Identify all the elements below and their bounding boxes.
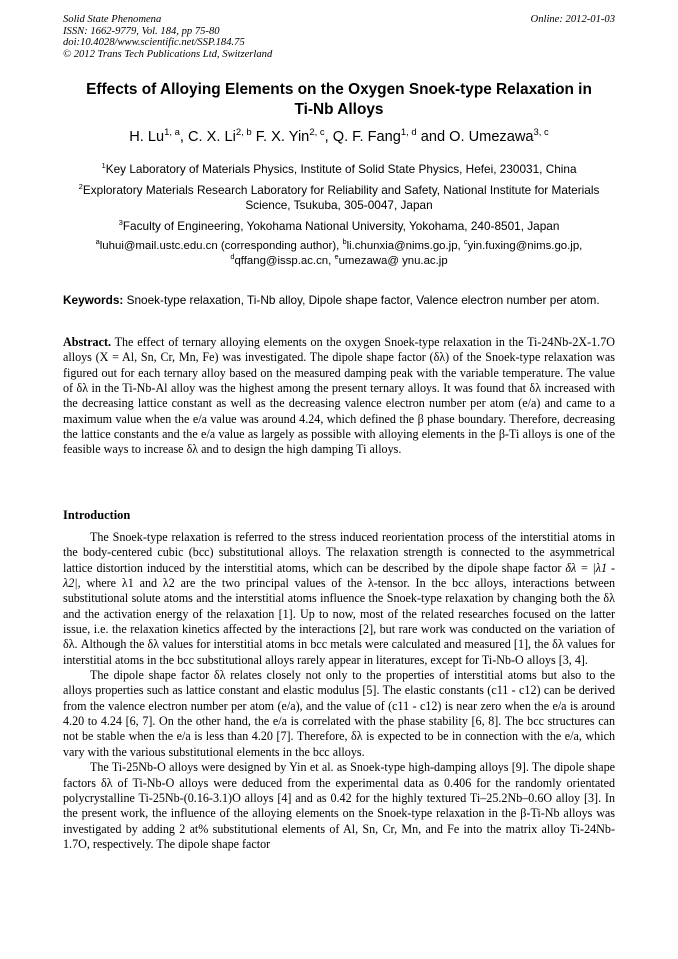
email-sup: a	[95, 237, 100, 247]
author-sup: 1, d	[400, 127, 417, 139]
abstract	[63, 335, 615, 458]
author-sup: 2, c	[309, 127, 325, 139]
section-heading-introduction: Introduction	[63, 508, 131, 522]
paper-title	[63, 80, 615, 120]
email-sup: c	[463, 237, 468, 247]
affiliation-text: Key Laboratory of Materials Physics, Institute of Solid State Physics, Hefei, 230031, China	[105, 162, 577, 176]
keywords	[63, 292, 615, 308]
affiliation-num: 2	[78, 182, 83, 192]
author-separator: and	[416, 129, 450, 145]
email-text: li.chunxia@nims.go.jp,	[346, 240, 464, 252]
affiliation-2	[63, 183, 615, 213]
paragraph-2: The dipole shape factor δλ relates closely not only to the properties of interstitial atoms but also to the alloys properties such as lattice constant and elastic modulus [5]. The elastic constants (c11 - c12) can be derived from the valence electron number per atom (e/a), and the value of (c11 - c12) is near zero when the e/a is around 4.20 to 4.24 [6, 7]. On the other hand, the e/a is correlated with the phase stability [6, 8]. The bcc structures can not be stable when the e/a is less than 4.20 [7]. Therefore, δλ is expected to be in connection with the e/a, which vary with the various substitutional elements in the bcc alloys.	[63, 668, 615, 759]
journal-name: Solid State Phenomena	[63, 14, 162, 25]
paragraph-3: The Ti-25Nb-O alloys were designed by Yin et al. as Snoek-type high-damping alloys [9]. The dipole shape factors δλ of Ti-Nb-O alloys were deduced from the experimental data as 0.406 for the randomly orientated polycrystalline Ti-25Nb-(0.16-3.1)O alloys [4] and as 0.42 for the highly textured Ti–25.2Nb–0.6O alloy [3]. In the present work, the influence of the alloying elements on the Snoek-type relaxation in the β-Ti-Nb alloys was investigated by adding 2 at% substitutional elements of Al, Sn, Cr, Mn, and Fe into the matrix alloy Ti-24Nb-1.7O, respectively. The dipole shape factor	[63, 760, 615, 851]
author-name: F. X. Yin	[255, 129, 310, 145]
doi-line: doi:10.4028/www.scientific.net/SSP.184.75	[63, 37, 245, 49]
email-sup: e	[334, 252, 339, 262]
author-name: O. Umezawa	[449, 129, 534, 145]
author-separator: ,	[179, 129, 189, 145]
author-name: H. Lu	[129, 129, 165, 145]
affiliation-num: 3	[118, 218, 123, 228]
keywords-text: Snoek-type relaxation, Ti-Nb alloy, Dipole shape factor, Valence electron number per atom.	[126, 293, 600, 307]
email-list	[63, 239, 615, 269]
paragraph-1	[63, 530, 615, 668]
paragraph-text: , where λ1 and λ2 are the two principal values of the λ-tensor. In the bcc alloys, interactions between substitutional solute atoms and the interstitial atoms influence the Snoek-type relaxation by changing both the δλ and the activation energy of the relaxation [1]. Up to now, most of the related researches focused on the latter issue, i.e. the relaxation kinetics affected by the interactions [2], but rare work was conducted on the variation of δλ. Although the δλ values for interstitial atoms in bcc metals were calculated and measured [1], the δλ values for interstitial atoms in the bcc substitutional alloys rarely appear in literatures, except for Ti-Nb-O alloys [3, 4].	[63, 576, 615, 667]
author-list	[63, 128, 615, 146]
introduction-body	[63, 530, 615, 852]
online-date: Online: 2012-01-03	[530, 14, 615, 25]
email-sup: d	[230, 252, 235, 262]
author-name: C. X. Li	[188, 129, 236, 145]
email-text: qffang@issp.ac.cn,	[234, 255, 335, 267]
affiliation-text: Faculty of Engineering, Yokohama National University, Yokohama, 240-8501, Japan	[122, 219, 560, 233]
author-sup: 3, c	[533, 127, 549, 139]
affiliation-text: Exploratory Materials Research Laboratory for Reliability and Safety, National Institute for Materials Science, Tsukuba, 305-0047, Japan	[82, 183, 600, 212]
abstract-label: Abstract.	[63, 335, 112, 349]
affiliation-3	[63, 219, 615, 234]
affiliation-1	[63, 162, 615, 177]
formula: δλ = |λ1 - λ2|	[63, 560, 615, 591]
author-separator: ,	[324, 129, 333, 145]
email-text: luhui@mail.ustc.edu.cn (corresponding author),	[99, 240, 343, 252]
affiliation-num: 1	[101, 161, 106, 171]
paragraph-text: The Snoek-type relaxation is referred to the stress induced reorientation process of the interstitial atoms in the body-centered cubic (bcc) substitutional alloys. The relaxation strength is connected to the asymmetrical lattice distortion induced by the interstitial atoms, which can be described by the dipole shape factor	[63, 530, 615, 575]
author-sup: 2, b	[235, 127, 252, 139]
author-sup: 1, a	[164, 127, 180, 139]
issn-line: ISSN: 1662-9779, Vol. 184, pp 75-80	[63, 25, 220, 37]
title-line-2: Ti-Nb Alloys	[294, 101, 384, 118]
author-name: Q. F. Fang	[332, 129, 401, 145]
email-sup: b	[342, 237, 347, 247]
title-line-1: Effects of Alloying Elements on the Oxygen Snoek-type Relaxation in	[86, 81, 592, 98]
copyright-line: © 2012 Trans Tech Publications Ltd, Switzerland	[63, 48, 273, 60]
journal-header	[63, 14, 615, 60]
abstract-text: The effect of ternary alloying elements on the oxygen Snoek-type relaxation in the Ti-24Nb-2X-1.7O alloys (X = Al, Sn, Cr, Mn, Fe) was investigated. The dipole shape factor (δλ) of the Snoek-type relaxation was figured out for each ternary alloy based on the measured damping peak with the variable temperature. The value of δλ in the Ti-Nb-Al alloy was the highest among the present ternary alloys. It was found that δλ increased with the decreasing lattice constant as well as the decreasing valence electron number per atom (e/a) and came to a maximum value when the e/a value was around 4.24, which defined the β phase boundary. Therefore, decreasing the lattice constants and the e/a value as largely as possible with alloying elements in the β-Ti alloys is one of the feasible ways to increase δλ and to design the high damping Ti alloys.	[63, 335, 615, 457]
email-text: yin.fuxing@nims.go.jp,	[467, 240, 583, 252]
email-text: umezawa@ ynu.ac.jp	[338, 255, 448, 267]
keywords-label: Keywords:	[63, 293, 124, 307]
